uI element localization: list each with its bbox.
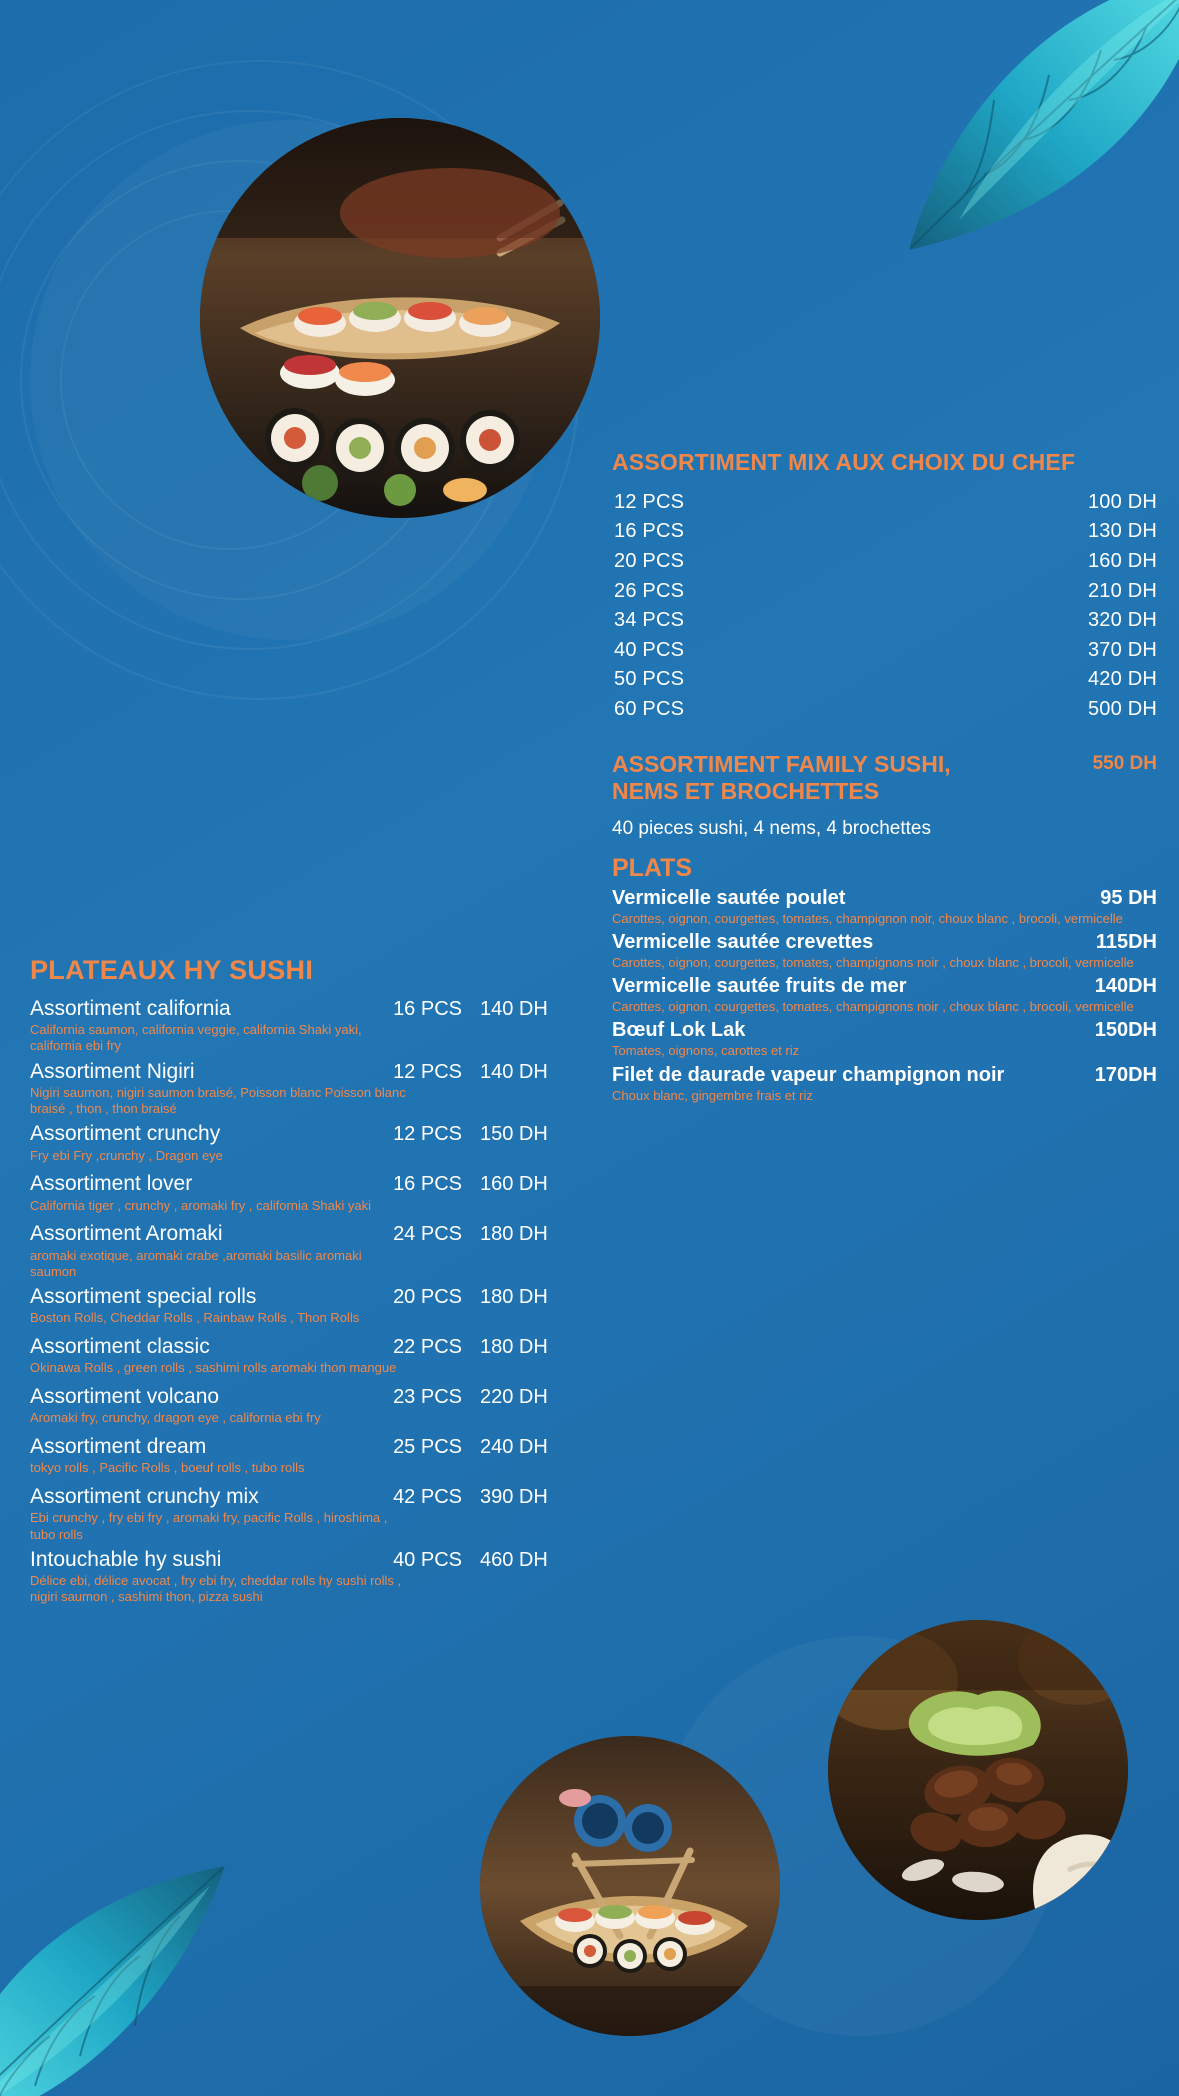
mix-row — [612, 517, 1157, 547]
plateau-price: 390 DH — [480, 1486, 548, 1509]
plateaux-title: PLATEAUX HY SUSHI — [30, 955, 314, 985]
plat-item — [612, 975, 1157, 1015]
plateau-name: Assortiment dream — [30, 1435, 207, 1459]
mix-pcs: 16 PCS — [614, 520, 685, 543]
plateau-item — [30, 1484, 590, 1543]
mix-price: 500 DH — [1087, 697, 1157, 720]
mix-row — [612, 695, 1157, 725]
plat-price: 150DH — [1094, 1019, 1157, 1042]
plateau-name: Assortiment crunchy mix — [30, 1485, 259, 1509]
plateau-item — [30, 1384, 590, 1430]
plateau-price: 150 DH — [480, 1123, 548, 1146]
plat-item — [612, 1019, 1157, 1059]
plateau-description: Ebi crunchy , fry ebi fry , aromaki fry, pacific Rolls , hiroshima , tubo rolls — [30, 1510, 388, 1542]
plateau-pcs: 12 PCS — [393, 1060, 462, 1083]
plats-title: PLATS — [612, 853, 693, 882]
mix-row — [612, 636, 1157, 666]
mix-pcs: 50 PCS — [614, 668, 685, 691]
plateau-name: Assortiment special rolls — [30, 1285, 257, 1309]
plat-price: 95 DH — [1100, 886, 1157, 909]
plateau-description: Okinawa Rolls , green rolls , sashimi rolls aromaki thon mangue — [30, 1360, 397, 1376]
plateau-description: Boston Rolls, Cheddar Rolls , Rainbaw Rolls , Thon Rolls — [30, 1310, 360, 1326]
mix-price: 370 DH — [1087, 638, 1157, 661]
mix-pcs: 12 PCS — [614, 490, 685, 513]
mix-price: 100 DH — [1087, 490, 1157, 513]
plateau-price: 220 DH — [480, 1386, 548, 1409]
mix-price: 210 DH — [1087, 579, 1157, 602]
plateau-pcs: 16 PCS — [393, 998, 462, 1020]
plateau-name: Assortiment lover — [30, 1172, 193, 1196]
plat-name: Vermicelle sautée crevettes — [612, 930, 874, 953]
plateau-name: Assortiment Aromaki — [30, 1222, 223, 1246]
mix-pcs: 40 PCS — [614, 638, 685, 661]
family-price: 550 DH — [1092, 752, 1157, 774]
family-title: ASSORTIMENT FAMILY SUSHI, NEMS ET BROCHETTES — [612, 750, 951, 805]
plateau-name: Assortiment volcano — [30, 1385, 220, 1409]
plateau-name: Assortiment Nigiri — [30, 1059, 195, 1083]
plat-price: 115DH — [1095, 930, 1157, 953]
plateau-name: Assortiment classic — [30, 1335, 210, 1359]
plateau-price: 160 DH — [480, 1173, 548, 1196]
assortiment-mix-title: ASSORTIMENT MIX AUX CHOIX DU CHEF — [612, 449, 1076, 475]
plateau-price: 180 DH — [480, 1223, 548, 1246]
plateau-price: 180 DH — [480, 1286, 548, 1309]
mix-pcs: 60 PCS — [614, 697, 685, 720]
plateau-description: California saumon, california veggie, california Shaki yaki, california ebi fry — [30, 1022, 362, 1054]
plat-item — [612, 1064, 1157, 1104]
plateau-pcs: 40 PCS — [393, 1548, 462, 1571]
tropical-leaf-icon — [889, 0, 1179, 260]
plateaux-section — [30, 955, 590, 1609]
plat-item — [612, 931, 1157, 971]
mix-price: 130 DH — [1087, 520, 1157, 543]
mix-row — [612, 665, 1157, 695]
plat-description: Choux blanc, gingembre frais et riz — [612, 1087, 813, 1103]
mix-price: 420 DH — [1087, 668, 1157, 691]
tropical-leaf-icon — [0, 1856, 240, 2096]
mix-pcs: 34 PCS — [614, 609, 685, 632]
right-column — [612, 450, 1157, 1104]
plat-name: Vermicelle sautée poulet — [612, 886, 846, 909]
plateau-pcs: 25 PCS — [393, 1436, 462, 1459]
plat-name: Vermicelle sautée fruits de mer — [612, 975, 907, 998]
plateau-item — [30, 996, 590, 1055]
mix-pcs: 26 PCS — [614, 579, 685, 602]
plateau-price: 240 DH — [480, 1436, 548, 1459]
plateau-pcs: 22 PCS — [393, 1336, 462, 1359]
plateau-pcs: 24 PCS — [393, 1223, 462, 1246]
plat-name: Bœuf Lok Lak — [612, 1019, 746, 1042]
mix-row — [612, 606, 1157, 636]
plateau-item — [30, 1334, 590, 1380]
plateau-price: 140 DH — [480, 998, 548, 1020]
mix-pcs: 20 PCS — [614, 549, 685, 572]
plateau-item — [30, 1434, 590, 1480]
plat-price: 140DH — [1094, 975, 1157, 998]
plateau-name: Assortiment crunchy — [30, 1122, 221, 1146]
plateau-pcs: 23 PCS — [393, 1386, 462, 1409]
plateau-item — [30, 1059, 590, 1118]
assortiment-mix-list — [612, 488, 1157, 725]
plateau-price: 140 DH — [480, 1060, 548, 1083]
mix-row — [612, 488, 1157, 518]
plateau-item — [30, 1221, 590, 1280]
plateau-pcs: 16 PCS — [393, 1173, 462, 1196]
plat-name: Filet de daurade vapeur champignon noir — [612, 1063, 1005, 1086]
sushi-platter-photo — [200, 118, 600, 518]
plateau-name: Intouchable hy sushi — [30, 1547, 222, 1571]
mix-row — [612, 577, 1157, 607]
mix-price: 160 DH — [1087, 549, 1157, 572]
plateau-item — [30, 1121, 590, 1167]
plateau-pcs: 20 PCS — [393, 1286, 462, 1309]
plateau-description: California tiger , crunchy , aromaki fry , california Shaki yaki — [30, 1197, 372, 1213]
family-description: 40 pieces sushi, 4 nems, 4 brochettes — [612, 817, 931, 839]
plateau-name: Assortiment california — [30, 997, 231, 1020]
plateau-description: Délice ebi, délice avocat , fry ebi fry, cheddar rolls hy sushi rolls , nigiri saumon , sashimi thon, pizza sushi — [30, 1572, 402, 1605]
plateau-description: Nigiri saumon, nigiri saumon braisé, Poisson blanc Poisson blanc braisé , thon , thon braisé — [30, 1084, 406, 1117]
mix-price: 320 DH — [1087, 609, 1157, 632]
plat-description: Carottes, oignon, courgettes, tomates, champignon noir, choux blanc , brocoli, vermicelle — [612, 910, 1123, 926]
plateau-description: Aromaki fry, crunchy, dragon eye , california ebi fry — [30, 1410, 321, 1426]
plateau-pcs: 42 PCS — [393, 1486, 462, 1509]
plat-description: Carottes, oignon, courgettes, tomates, champignons noir , choux blanc , brocoli, vermicelle — [612, 954, 1134, 970]
plat-description: Carottes, oignon, courgettes, tomates, champignons noir , choux blanc , brocoli, vermicelle — [612, 999, 1134, 1015]
plateau-pcs: 12 PCS — [393, 1123, 462, 1146]
sushi-boat-photo — [480, 1736, 780, 2036]
plateau-price: 460 DH — [480, 1548, 548, 1571]
plat-price: 170DH — [1094, 1063, 1157, 1086]
plateau-item — [30, 1284, 590, 1330]
plat-item — [612, 887, 1157, 927]
plateau-description: aromaki exotique, aromaki crabe ,aromaki basilic aromaki saumon — [30, 1247, 362, 1279]
plateau-item — [30, 1171, 590, 1217]
plateau-price: 180 DH — [480, 1336, 548, 1359]
plat-description: Tomates, oignons, carottes et riz — [612, 1043, 800, 1059]
plateau-item — [30, 1547, 590, 1606]
family-section — [612, 751, 1157, 806]
beef-dish-photo — [828, 1620, 1128, 1920]
plateau-description: Fry ebi Fry ,crunchy , Dragon eye — [30, 1147, 223, 1163]
plateau-description: tokyo rolls , Pacific Rolls , boeuf rolls , tubo rolls — [30, 1460, 305, 1476]
mix-row — [612, 547, 1157, 577]
